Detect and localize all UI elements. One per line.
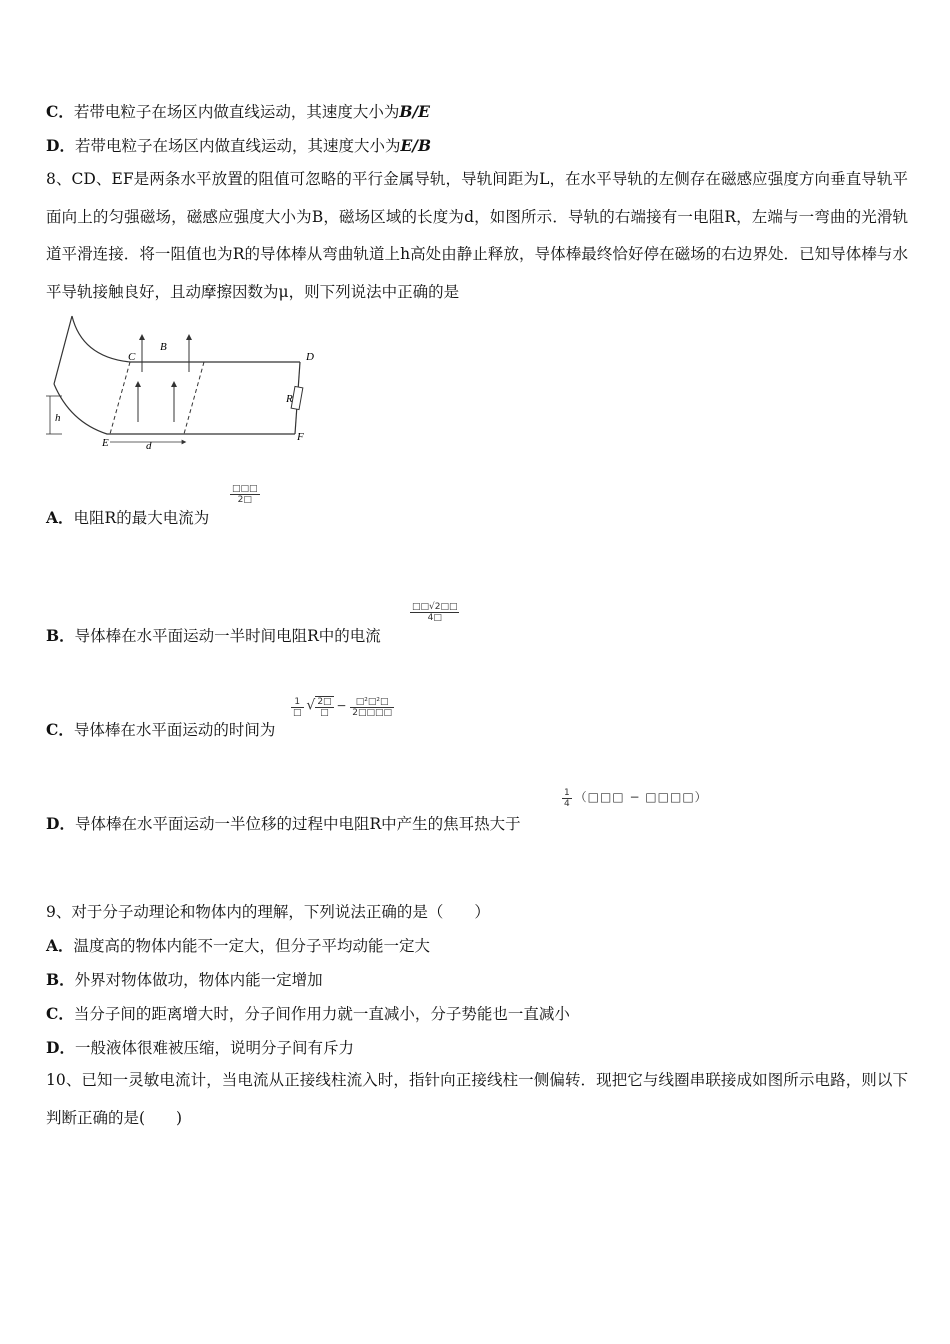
option-text: 外界对物体做功，物体内能一定增加 [74, 971, 323, 989]
option-label: D． [46, 1038, 75, 1057]
formula-d: $\frac{1}{4}$ （□□□ − □□□□） [564, 788, 708, 809]
question-number: 8、 [46, 170, 72, 188]
formula-a: $\frac{□□□}{2□}$ [232, 484, 258, 505]
q10-stem [46, 1062, 908, 1137]
option-text: 温度高的物体内能不一定大，但分子平均动能一定大 [73, 937, 431, 955]
question-number: 10、 [46, 1071, 82, 1089]
q8-option-d [46, 814, 521, 834]
question-text: 对于分子动理论和物体内的理解，下列说法正确的是（ ） [71, 903, 490, 921]
formula-c: $\frac{1}{□}$ √ $\frac{2□}{□}$ − $\frac{\text{□²□²□}}{2□□□□}$ [293, 696, 393, 718]
q9-option-b [46, 970, 323, 990]
option-c-prev [46, 102, 430, 122]
option-label: C． [46, 102, 74, 121]
option-value: B/E [399, 102, 430, 121]
q8-stem [46, 161, 908, 311]
q9-option-c [46, 1004, 570, 1024]
question-text: 已知一灵敏电流计，当电流从正接线柱流入时，指针向正接线柱一侧偏转．现把它与线圈串联接成如图所示电路，则以下判断正确的是( ) [46, 1071, 908, 1127]
rail-diagram [42, 312, 322, 452]
q9-stem [46, 902, 490, 922]
option-text: 电阻R的最大电流为 [73, 509, 210, 527]
option-label: D． [46, 814, 75, 833]
label-R: R [286, 393, 293, 405]
option-label: A． [46, 936, 74, 955]
option-text: 导体棒在水平面运动的时间为 [73, 721, 276, 739]
label-F: F [297, 431, 304, 443]
option-text: 导体棒在水平面运动一半位移的过程中电阻R中产生的焦耳热大于 [74, 815, 521, 833]
label-d: d [146, 440, 152, 452]
option-label: C． [46, 1004, 74, 1023]
label-B: B [160, 341, 167, 353]
option-label: C． [46, 720, 74, 739]
option-text: 导体棒在水平面运动一半时间电阻R中的电流 [74, 627, 381, 645]
q8-option-a [46, 508, 209, 528]
option-d-prev [46, 136, 431, 156]
option-label: B． [46, 970, 75, 989]
option-label: D． [46, 136, 75, 155]
q8-option-c [46, 720, 275, 740]
question-text: CD、EF是两条水平放置的阻值可忽略的平行金属导轨，导轨间距为L，在水平导轨的左侧存在磁感应强度方向垂直导轨平面向上的匀强磁场，磁感应强度大小为B，磁场区域的长度为d，如图所示．导轨的右端接有一电阻R，左端与一弯曲的光滑轨道平滑连接．将一阻值也为R的导体棒从弯曲轨道上h高处由静止释放，导体棒最终恰好停在磁场的右边界处．已知导体棒与水平导轨接触良好，且动摩擦因数为μ，则下列说法中正确的是 [46, 170, 908, 301]
option-label: B． [46, 626, 75, 645]
option-text: 若带电粒子在场区内做直线运动，其速度大小为 [74, 137, 401, 155]
formula-b: $\frac{□□√2□□}{4□}$ [412, 602, 458, 623]
option-text: 当分子间的距离增大时，分子间作用力就一直减小，分子势能也一直减小 [73, 1005, 570, 1023]
q8-option-b [46, 626, 381, 646]
label-E: E [102, 437, 109, 449]
q9-option-d [46, 1038, 354, 1058]
question-number: 9、 [46, 903, 72, 921]
option-value: E/B [400, 136, 432, 155]
option-label: A． [46, 508, 74, 527]
q9-option-a [46, 936, 430, 956]
option-text: 若带电粒子在场区内做直线运动，其速度大小为 [73, 103, 400, 121]
label-C: C [128, 351, 136, 363]
label-h: h [55, 412, 61, 424]
label-D: D [306, 351, 314, 363]
option-text: 一般液体很难被压缩，说明分子间有斥力 [74, 1039, 354, 1057]
